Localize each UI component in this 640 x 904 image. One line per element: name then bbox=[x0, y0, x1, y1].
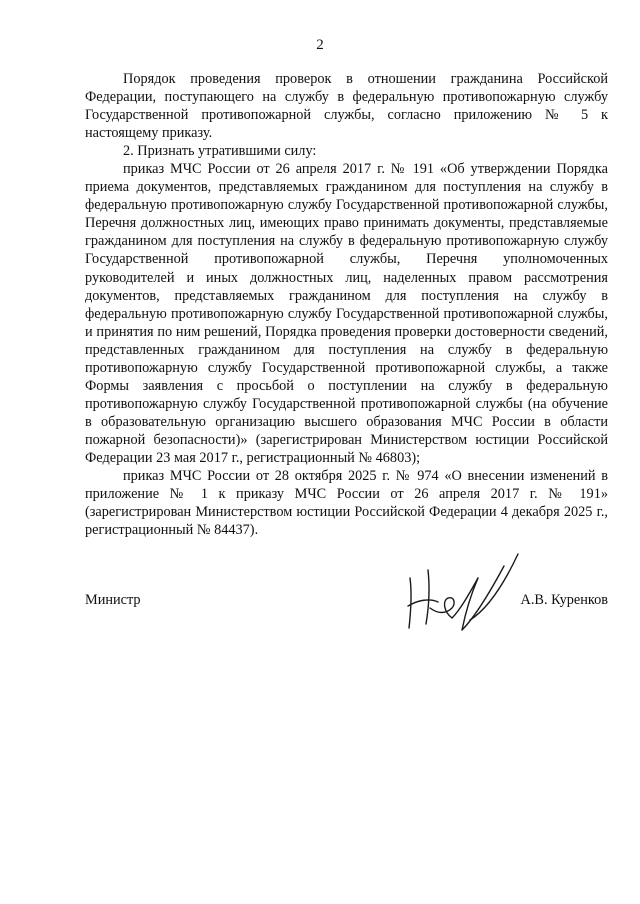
signer-name: А.В. Куренков bbox=[520, 592, 608, 608]
paragraph-repealed-order-191: приказ МЧС России от 26 апреля 2017 г. № 191 «Об утверждении Порядка приема документов, представляемых гражданином для поступления на службу в федеральную противопожарную службу Государственной противопожарной службы, Перечня должностных лиц, имеющих право принимать документы, представляемые гражданином для поступления на службу в федеральную противопожарную службу Государственной противопожарной службы, Перечня уполномоченных руководителей и иных должностных лиц, наделенных правом рассмотрения документов, представляемых гражданином для поступления на службу в федеральную противопожарную службу Государственной противопожарной службы, и принятия по ним решений, Порядка проведения проверки достоверности сведений, представленных гражданином для поступления на службу в федеральную противопожарную службу Государственной противопожарной службы, а также Формы заявления с просьбой о поступлении на службу в федеральную противопожарную службу Государственной противопожарной службы (на обучение в образовательную организацию высшего образования МЧС России в области пожарной безопасности)» (зарегистрирован Министерством юстиции Российской Федерации 23 мая 2017 г., регистрационный № 46803); bbox=[85, 161, 608, 466]
page-number: 2 bbox=[316, 37, 324, 53]
signer-position: Министр bbox=[85, 592, 141, 608]
handwritten-signature bbox=[400, 548, 530, 644]
document-body bbox=[85, 70, 608, 539]
paragraph-inspection-procedure: Порядок проведения проверок в отношении гражданина Российской Федерации, поступающего на службу в федеральную противопожарную службу Государственной противопожарной службы, согласно приложению № 5 к настоящему приказу. bbox=[85, 71, 608, 142]
paragraph-repealed-order-974: приказ МЧС России от 28 октября 2025 г. № 974 «О внесении изменений в приложение № 1 к приказу МЧС России от 26 апреля 2017 г. № 191» (зарегистрирован Министерством юстиции Российской Федерации 4 декабря 2025 г., регистрационный № 84437). bbox=[85, 468, 608, 539]
paragraph-repeal-heading: 2. Признать утратившими силу: bbox=[123, 143, 317, 160]
